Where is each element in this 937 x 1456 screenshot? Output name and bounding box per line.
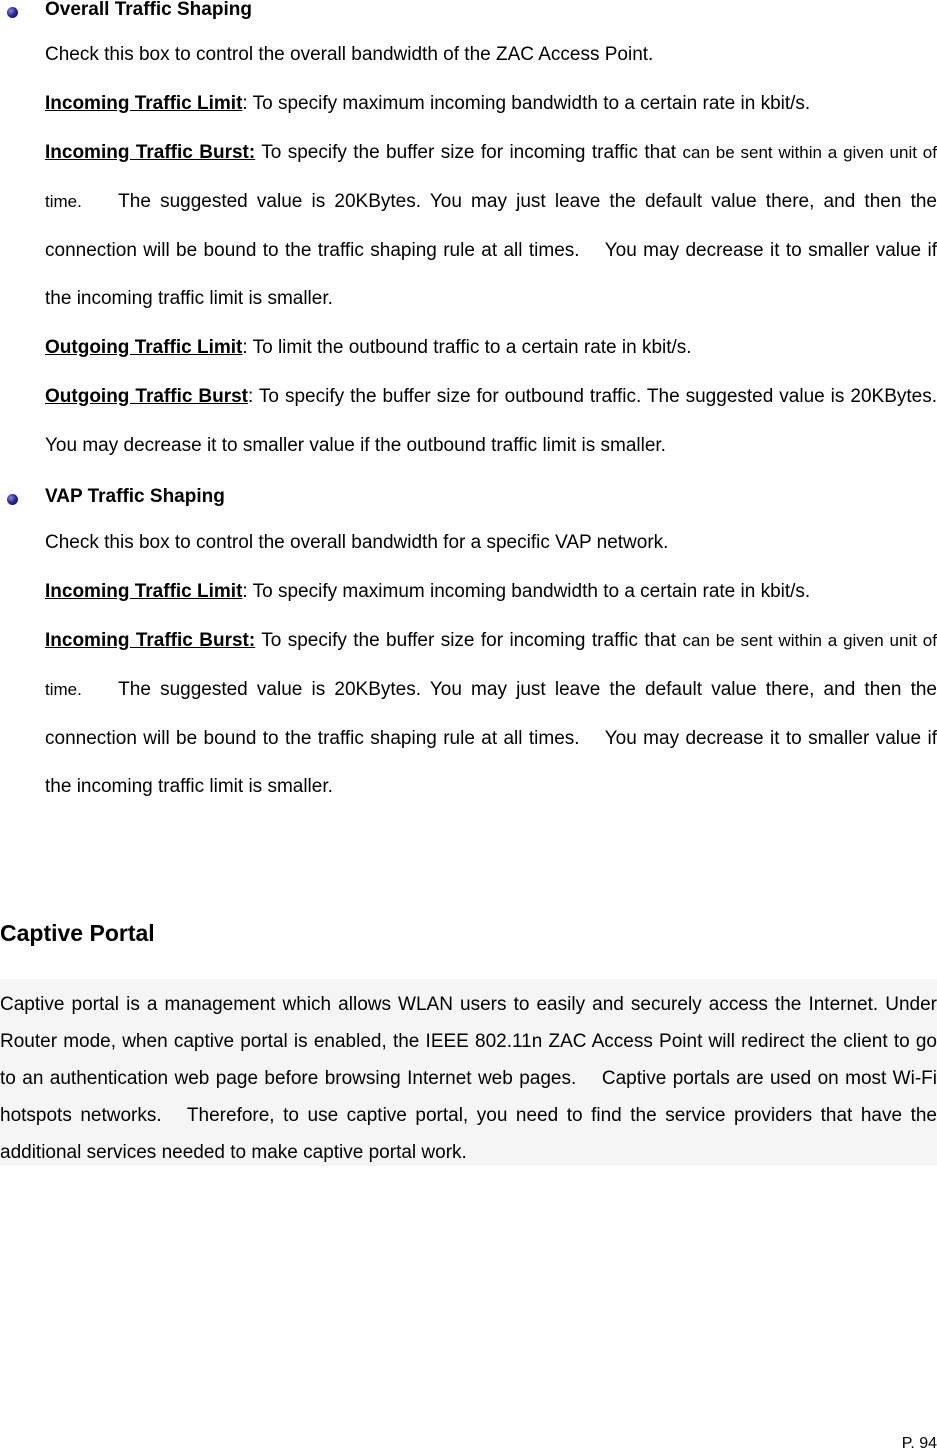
overall-heading-label: Overall Traffic Shaping	[45, 0, 252, 20]
overall-incoming-burst-desc-small: can be sent within a given unit of time.	[45, 143, 937, 211]
vap-incoming-limit-term: Incoming Traffic Limit	[45, 581, 243, 602]
vap-incoming-limit-desc: : To specify maximum incoming bandwidth to a certain rate in kbit/s.	[242, 581, 811, 602]
captive-portal-title: Captive Portal	[0, 920, 155, 946]
bullet-icon	[7, 494, 18, 505]
overall-incoming-burst-term: Incoming Traffic Burst:	[45, 142, 256, 163]
vap-intro: Check this box to control the overall bandwidth for a specific VAP network.	[45, 532, 669, 553]
overall-outgoing-burst-term: Outgoing Traffic Burst	[45, 386, 249, 407]
overall-outgoing-limit-desc: : To limit the outbound traffic to a certain rate in kbit/s.	[242, 337, 692, 358]
overall-intro: Check this box to control the overall bandwidth of the ZAC Access Point.	[45, 44, 654, 65]
overall-incoming-burst	[45, 129, 937, 324]
overall-incoming-limit-desc: : To specify maximum incoming bandwidth to a certain rate in kbit/s.	[242, 93, 811, 114]
vap-heading-label: VAP Traffic Shaping	[45, 486, 225, 507]
vap-incoming-burst-desc-a: To specify the buffer size for incoming traffic that	[255, 630, 683, 651]
overall-outgoing-limit	[45, 324, 937, 373]
vap-incoming-burst-desc-small: can be sent within a given unit of time.	[45, 631, 937, 699]
overall-outgoing-burst-desc: : To specify the buffer size for outbound traffic. The suggested value is 20KBytes. You may decrease it to smaller value if the outbound traffic limit is smaller.	[45, 386, 937, 456]
page-number: P. 94	[901, 1435, 937, 1452]
overall-incoming-burst-desc-a: To specify the buffer size for incoming traffic that	[255, 142, 683, 163]
overall-outgoing-burst	[45, 373, 937, 471]
vap-incoming-burst-desc-b: The suggested value is 20KBytes. You may just leave the default value there, and then the connection will be bound to the traffic shaping rule at all times. You may decrease it to smaller value if the incoming traffic limit is smaller.	[45, 678, 937, 798]
overall-incoming-limit-term: Incoming Traffic Limit	[45, 93, 243, 114]
vap-incoming-burst-term: Incoming Traffic Burst:	[45, 630, 256, 651]
vap-incoming-burst	[45, 617, 937, 812]
overall-incoming-limit	[45, 80, 937, 129]
bullet-icon	[7, 7, 18, 18]
captive-portal-body: Captive portal is a management which allows WLAN users to easily and securely access the Internet. Under Router mode, when captive portal is enabled, the IEEE 802.11n ZAC Access Point will redirect the client to go to an authentication web page before browsing Internet web pages. Captive portals are used on most Wi-Fi hotspots networks. Therefore, to use captive portal, you need to find the service providers that have the additional services needed to make captive portal work.	[0, 994, 937, 1163]
overall-incoming-burst-desc-b: The suggested value is 20KBytes. You may just leave the default value there, and then the connection will be bound to the traffic shaping rule at all times. You may decrease it to smaller value if the incoming traffic limit is smaller.	[45, 190, 937, 310]
vap-incoming-limit	[45, 568, 937, 617]
overall-outgoing-limit-term: Outgoing Traffic Limit	[45, 337, 243, 358]
